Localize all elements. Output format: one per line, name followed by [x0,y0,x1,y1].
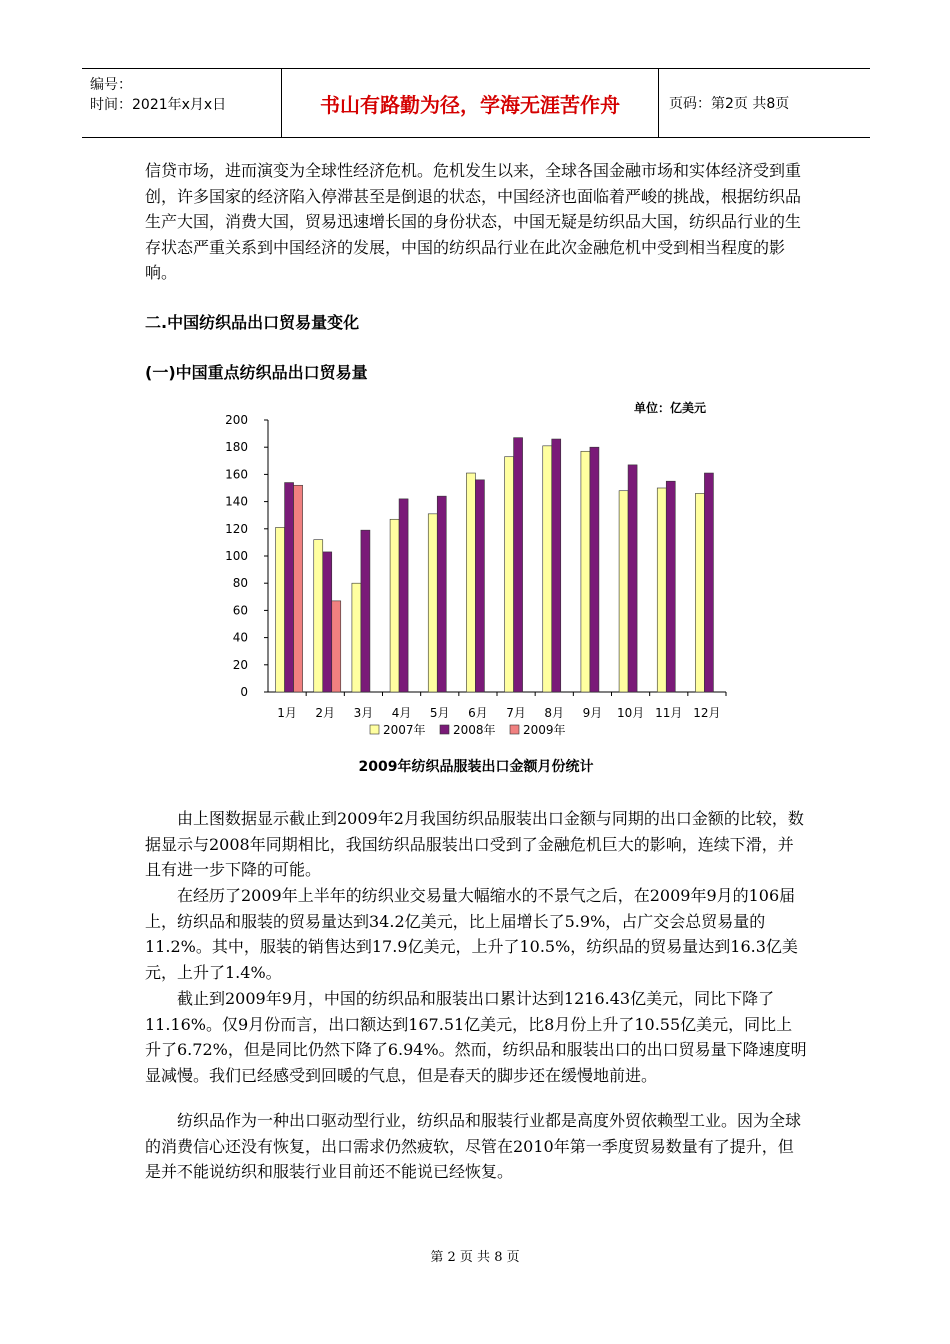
bar-2007年-4月 [390,519,399,692]
x-tick-label: 11月 [655,706,683,720]
bar-2007年-3月 [352,583,361,692]
paragraph-1: 由上图数据显示截止到2009年2月我国纺织品服装出口金额与同期的出口金额的比较，数据显示与2008年同期相比，我国纺织品服装出口受到了金融危机巨大的影响，连续下滑，并且有进一步下降的可能。 [145,809,804,879]
bar-2007年-11月 [657,488,666,692]
bar-2008年-7月 [514,438,523,692]
y-tick-label: 140 [225,494,248,509]
legend-swatch [440,725,449,734]
chart-unit-label: 单位：亿美元 [633,401,706,415]
legend-label: 2007年 [383,723,426,737]
x-tick-label: 12月 [693,706,721,720]
x-tick-label: 8月 [544,706,565,720]
bar-2007年-8月 [543,446,552,692]
header-info [82,69,282,137]
y-tick-label: 80 [232,576,248,591]
x-tick-label: 7月 [506,706,526,720]
document-number: 编号： [90,77,132,93]
y-tick-label: 200 [225,413,248,427]
header-page-info: 页码：第2页 共8页 [669,96,790,112]
y-tick-label: 160 [225,467,248,482]
paragraph-2: 在经历了2009年上半年的纺织业交易量大幅缩水的不景气之后，在2009年9月的106届上，纺织品和服装的贸易量达到34.2亿美元，比上届增长了5.9%，占广交会总贸易量的11.2%。其中，服装的销售达到17.9亿美元，上升了10.5%，纺织品的贸易量达到16.3亿美元，上升了1.4%。 [145,886,798,982]
x-tick-label: 9月 [582,706,603,720]
export-bar-chart [200,392,740,757]
y-tick-label: 120 [225,521,248,536]
y-tick-label: 20 [232,657,248,672]
bar-2007年-2月 [314,540,323,692]
bar-2007年-5月 [428,514,437,692]
y-tick-label: 60 [232,603,248,618]
bar-2007年-10月 [619,491,628,692]
bar-2007年-6月 [466,473,475,692]
legend-swatch [370,725,379,734]
legend-label: 2009年 [523,723,566,737]
y-tick-label: 40 [232,630,248,645]
paragraph-3: 截止到2009年9月，中国的纺织品和服装出口累计达到1216.43亿美元，同比下降了11.16%。仅9月份而言，出口额达到167.51亿美元，比8月份上升了10.55亿美元，同比上升了6.72%，但是同比仍然下降了6.94%。然而，纺织品和服装出口的出口贸易量下降速度明显减慢。我们已经感受到回暖的气息，但是春天的脚步还在缓慢地前进。 [145,989,807,1085]
page-footer: 第 2 页 共 8 页 [430,1250,520,1265]
bar-2008年-10月 [628,465,637,692]
legend-label: 2008年 [453,723,496,737]
paragraph-4: 纺织品作为一种出口驱动型行业，纺织品和服装行业都是高度外贸依赖型工业。因为全球的消费信心还没有恢复，出口需求仍然疲软，尽管在2010年第一季度贸易数量有了提升，但是并不能说纺织和服装行业目前还不能说已经恢复。 [145,1111,802,1181]
bar-2007年-1月 [276,527,285,692]
y-tick-label: 100 [225,549,248,563]
bar-2008年-4月 [399,499,408,692]
x-tick-label: 6月 [468,706,488,720]
x-tick-label: 5月 [429,706,450,720]
x-tick-label: 4月 [391,706,412,720]
legend-swatch [510,725,519,734]
x-tick-label: 2月 [315,706,336,720]
x-tick-label: 3月 [353,706,374,720]
subsection-heading: (一)中国重点纺织品出口贸易量 [145,363,368,382]
header-motto: 书山有路勤为径，学海无涯苦作舟 [282,69,659,137]
bar-2009年-2月 [332,601,341,692]
bar-2007年-12月 [695,493,704,692]
bar-2008年-11月 [666,481,675,692]
document-date: 时间：2021年x月x日 [90,97,227,113]
bar-2007年-7月 [505,457,514,692]
y-tick-label: 180 [225,440,248,455]
y-tick-label: 0 [240,685,248,699]
bar-2008年-3月 [361,530,370,692]
section-heading: 二.中国纺织品出口贸易量变化 [145,313,360,332]
paragraph-intro: 信贷市场，进而演变为全球性经济危机。危机发生以来，全球各国金融市场和实体经济受到重创，许多国家的经济陷入停滞甚至是倒退的状态，中国经济也面临着严峻的挑战，根据纺织品生产大国，消费大国，贸易迅速增长国的身份状态，中国无疑是纺织品大国，纺织品行业的生存状态严重关系到中国经济的发展，中国的纺织品行业在此次金融危机中受到相当程度的影响。 [145,161,802,282]
bar-2008年-12月 [704,473,713,692]
bar-2008年-8月 [552,439,561,692]
bar-2008年-6月 [475,480,484,692]
x-tick-label: 1月 [277,706,297,720]
chart-svg [200,392,740,757]
bar-2008年-2月 [323,552,332,692]
chart-title: 2009年纺织品服装出口金额月份统计 [358,759,594,775]
bar-2008年-9月 [590,447,599,692]
page-header [82,68,870,138]
bar-2009年-1月 [294,485,303,692]
x-tick-label: 10月 [616,706,645,720]
bar-2007年-9月 [581,451,590,692]
bar-2008年-5月 [437,496,446,692]
bar-2008年-1月 [285,483,294,692]
